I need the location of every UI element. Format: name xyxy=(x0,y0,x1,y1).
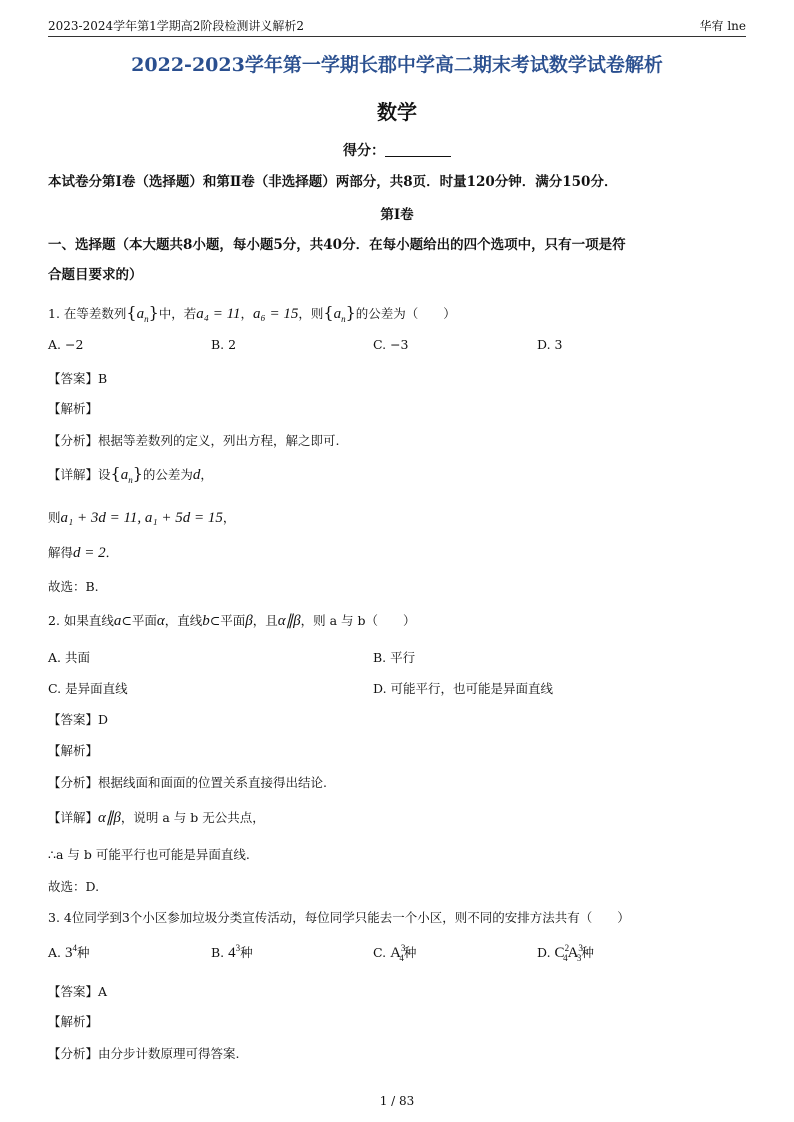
q3-option-a: A. $3^4$种 xyxy=(48,943,90,961)
q2-analysis: 【解析】 xyxy=(48,743,99,758)
section-heading-1: 一、选择题（本大题共8小题，每小题5分，共40分．在每小题给出的四个选项中，只有一项是符 xyxy=(48,237,626,253)
q2-option-b: B. 平行 xyxy=(373,650,416,665)
header-left: 2023-2024学年第1学期高2阶段检测讲义解析2 xyxy=(48,19,305,33)
q1-detail-2: 则a₁ + 3d = 11, a₁ + 5d = 15， xyxy=(48,510,236,526)
q3-answer: 【答案】A xyxy=(48,984,108,999)
q1-option-b: B. 2 xyxy=(211,337,237,352)
page-number: 1 / 83 xyxy=(379,1094,415,1108)
q3-option-b: B. $4^3$种 xyxy=(211,943,253,961)
q3-analysis: 【解析】 xyxy=(48,1014,99,1029)
q2-conclusion: 故选：D. xyxy=(48,879,100,894)
q2-stem: 2. 如果直线a⊂平面α，直线b⊂平面β，且α∥β，则 a 与 b（ ） xyxy=(48,613,416,629)
q2-answer: 【答案】D xyxy=(48,712,109,727)
q1-a4: a₄ = 11 xyxy=(196,306,241,322)
q1-option-d: D. 3 xyxy=(537,337,563,352)
header-right: 华宥 lne xyxy=(699,19,746,33)
score-blank xyxy=(385,142,451,157)
score-line xyxy=(0,140,794,160)
q1-detail-3: 解得d = 2． xyxy=(48,545,119,561)
q1-answer: 【答案】B xyxy=(48,371,108,386)
section-heading-2: 合题目要求的） xyxy=(48,267,143,283)
q2-option-a: A. 共面 xyxy=(48,650,90,665)
q2-option-c: C. 是异面直线 xyxy=(48,681,128,696)
exam-title: 2022-2023学年第一学期长郡中学高二期末考试数学试卷解析 xyxy=(131,54,663,76)
q2-option-d: D. 可能平行，也可能是异面直线 xyxy=(373,681,554,696)
q1-option-a: A. −2 xyxy=(48,337,84,352)
q1-conclusion: 故选：B. xyxy=(48,579,99,594)
q1-a6: a₆ = 15 xyxy=(253,306,299,322)
page-header xyxy=(48,14,746,37)
exam-intro: 本试卷分第Ⅰ卷（选择题）和第Ⅱ卷（非选择题）两部分，共8页．时量120分钟．满分150分． xyxy=(48,174,618,190)
seq-an: $\{a_n\}$ xyxy=(126,303,159,324)
q2-detail-2: ∴a 与 b 可能平行也可能是异面直线. xyxy=(48,847,250,862)
score-label: 得分： xyxy=(343,143,385,159)
q1-fenxi: 【分析】根据等差数列的定义，列出方程，解之即可. xyxy=(48,433,340,448)
q3-stem: 3. 4位同学到3个小区参加垃圾分类宣传活动，每位同学只能去一个小区，则不同的安排方法共有（ ） xyxy=(48,910,630,925)
subject-title: 数学 xyxy=(377,100,417,124)
q2-fenxi: 【分析】根据线面和面面的位置关系直接得出结论. xyxy=(48,775,327,790)
q3-option-d: D. $C^2_4A^3_3$种 xyxy=(537,943,594,963)
q1-detail-1: 【详解】设$\{a_n\}$的公差为d， xyxy=(48,464,213,485)
volume-title: 第Ⅰ卷 xyxy=(380,207,414,223)
q3-option-c: C. $A^3_4$种 xyxy=(373,943,417,963)
q2-detail-1: 【详解】α∥β，说明 a 与 b 无公共点， xyxy=(48,810,265,826)
q1-stem: 1. 在等差数列$\{a_n\}$中，若a₄ = 11，a₆ = 15，则$\{a_n\}$的公差为（ ） xyxy=(48,303,456,324)
q1-option-c: C. −3 xyxy=(373,337,409,352)
q1-analysis: 【解析】 xyxy=(48,401,99,416)
q3-fenxi: 【分析】由分步计数原理可得答案. xyxy=(48,1046,240,1061)
